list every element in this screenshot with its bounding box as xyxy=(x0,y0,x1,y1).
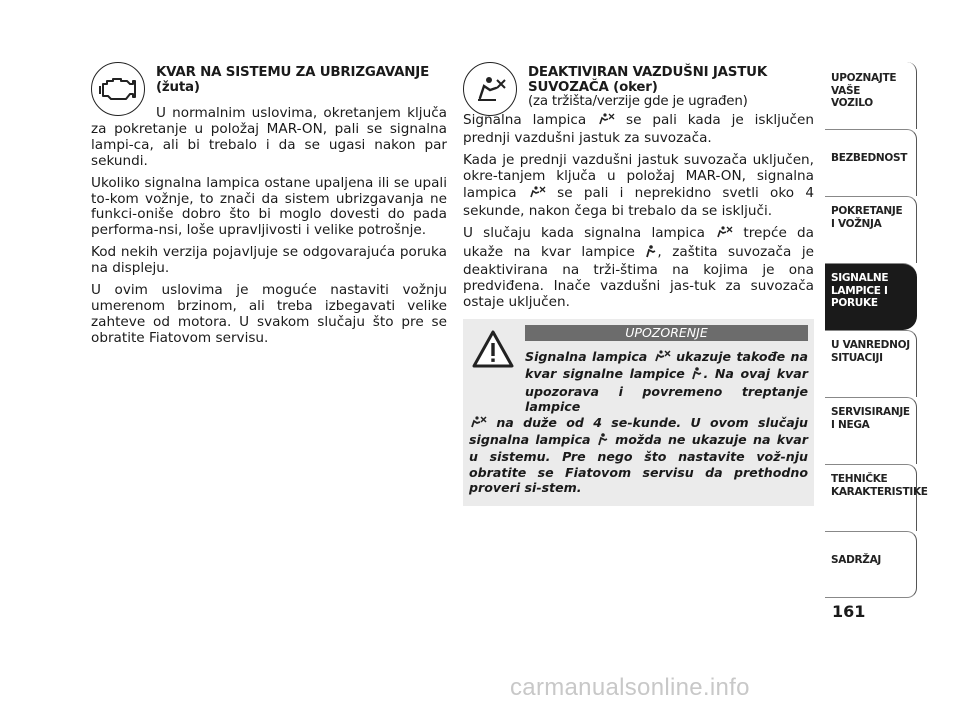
paragraph: Ukoliko signalna lampica ostane upaljena ili se upali to-kom vožnje, to znači da sistem ubrizgavanja ne funkci-oniše dobro što bi moglo dovesti do pada performa-nsi, loše upravljivosti i velike potrošnje. xyxy=(91,174,447,239)
chapter-tab-label: SERVISIRANJE xyxy=(831,406,910,418)
text-span: , zaštita suvozača je deaktivirana na trži-štima na kojima je ona predviđena. Inače vazdušni jas-tuk za suvozača ostaje uključen. xyxy=(463,244,814,311)
page-number: 161 xyxy=(832,602,866,621)
section-title-line1: DEAKTIVIRAN VAZDUŠNI JASTUK xyxy=(528,65,767,80)
engine-fault-header xyxy=(91,62,447,126)
paragraph xyxy=(463,153,814,220)
chapter-tab[interactable] xyxy=(825,531,917,598)
paragraph xyxy=(463,112,814,147)
chapter-tabs xyxy=(825,62,928,598)
paragraph: Kod nekih verzija pojavljuje se odgovarajuća poruka na displeju. xyxy=(91,244,447,277)
passenger-airbag-off-icon xyxy=(463,62,517,116)
text-span: Signalna lampica xyxy=(463,112,587,128)
watermark: carmanualsonline.info xyxy=(510,674,750,701)
text-span: trepće da ukaže na kvar lampice xyxy=(463,225,814,261)
section-title-line2: SUVOZAČA (oker) xyxy=(528,79,658,95)
warning-text xyxy=(469,349,808,496)
paragraph xyxy=(463,225,814,311)
chapter-tab-label: I VOŽNJA xyxy=(831,217,882,230)
chapter-tab[interactable] xyxy=(825,62,917,129)
engine-check-icon xyxy=(91,62,145,116)
chapter-tab[interactable] xyxy=(825,196,917,263)
section-subtitle: (za tržišta/verzije gde je ugrađen) xyxy=(528,94,748,109)
chapter-tab-label: KARAKTERISTIKE xyxy=(831,485,928,498)
airbag-failure-icon xyxy=(645,244,657,263)
airbag-off-icon xyxy=(528,185,546,204)
chapter-tab-label: I NEGA xyxy=(831,418,870,431)
chapter-tab[interactable] xyxy=(825,330,917,397)
text-span: se pali kada je isključen prednji vazdušni jastuk za suvozača. xyxy=(463,112,814,146)
text-span: U slučaju kada signalna lampica xyxy=(463,225,706,242)
chapter-tab[interactable] xyxy=(825,397,917,464)
warning-label: UPOZORENJE xyxy=(525,325,808,341)
chapter-tab[interactable] xyxy=(825,263,917,330)
section-subtitle: (žuta) xyxy=(156,79,200,95)
chapter-tab-label: VOZILO xyxy=(831,97,873,109)
airbag-off-header xyxy=(463,62,814,112)
section-title: KVAR NA SISTEMU ZA UBRIZGAVANJE xyxy=(156,65,430,80)
chapter-tab[interactable] xyxy=(825,464,928,531)
text-span: Signalna lampica xyxy=(525,348,648,364)
chapter-tab-label: SIGNALNE xyxy=(831,272,889,284)
airbag-off-icon xyxy=(653,349,671,366)
chapter-tab-label: UPOZNAJTE xyxy=(831,72,897,84)
chapter-tab-label: SADRŽAJ xyxy=(831,554,882,566)
airbag-failure-icon xyxy=(691,366,703,383)
chapter-tab-label: SITUACIJI xyxy=(831,351,883,364)
text-span: možda ne ukazuje na kvar u sistemu. Pre nego što nastavite vož-nju obratite se Fiatovom servisu da prethodno proveri si-stem. xyxy=(469,432,808,496)
text-span: se pali i neprekidno svetli oko 4 sekunde, nakon čega bi trebalo da se isključi. xyxy=(463,184,814,219)
airbag-failure-icon xyxy=(597,432,609,449)
text-span: ukazuje takođe na kvar signalne lampice xyxy=(525,348,808,382)
airbag-off-icon xyxy=(469,415,487,432)
chapter-tab-label: POKRETANJE xyxy=(831,205,903,217)
chapter-tab-label: LAMPICE I PORUKE xyxy=(831,284,888,309)
right-column xyxy=(463,62,814,506)
text-span: na duže od 4 se-kunde. U ovom slučaju signalna lampica xyxy=(469,414,808,447)
chapter-tab-label: VAŠE xyxy=(831,84,861,97)
airbag-off-icon xyxy=(715,225,733,244)
warning-box xyxy=(463,319,814,506)
paragraph: U ovim uslovima je moguće nastaviti vožnju umerenom brzinom, ali treba izbegavati velike zahteve od motora. U svakom slučaju što pre se obratite Fiatovom servisu. xyxy=(91,282,447,346)
chapter-tab[interactable] xyxy=(825,129,917,196)
airbag-off-icon xyxy=(597,112,615,131)
text-span: . Na ovaj kvar upozorava i povremeno treptanje lampice xyxy=(525,366,808,415)
chapter-tab-label: TEHNIČKE xyxy=(831,473,888,485)
chapter-tab-label: U VANREDNOJ xyxy=(831,339,910,351)
left-column xyxy=(91,62,447,353)
paragraph: U normalnim uslovima, okretanjem ključa za pokretanje u položaj MAR-ON, pali se signalna lampi-ca, ali bi trebalo i da se ugasi nakon par sekundi. xyxy=(91,105,447,169)
warning-triangle-icon xyxy=(471,329,515,374)
text-span: Kada je prednji vazdušni jastuk suvozača uključen, okre-tanjem ključa u položaj MAR-ON, signalna lampica xyxy=(463,151,814,201)
chapter-tab-label: BEZBEDNOST xyxy=(831,152,908,164)
